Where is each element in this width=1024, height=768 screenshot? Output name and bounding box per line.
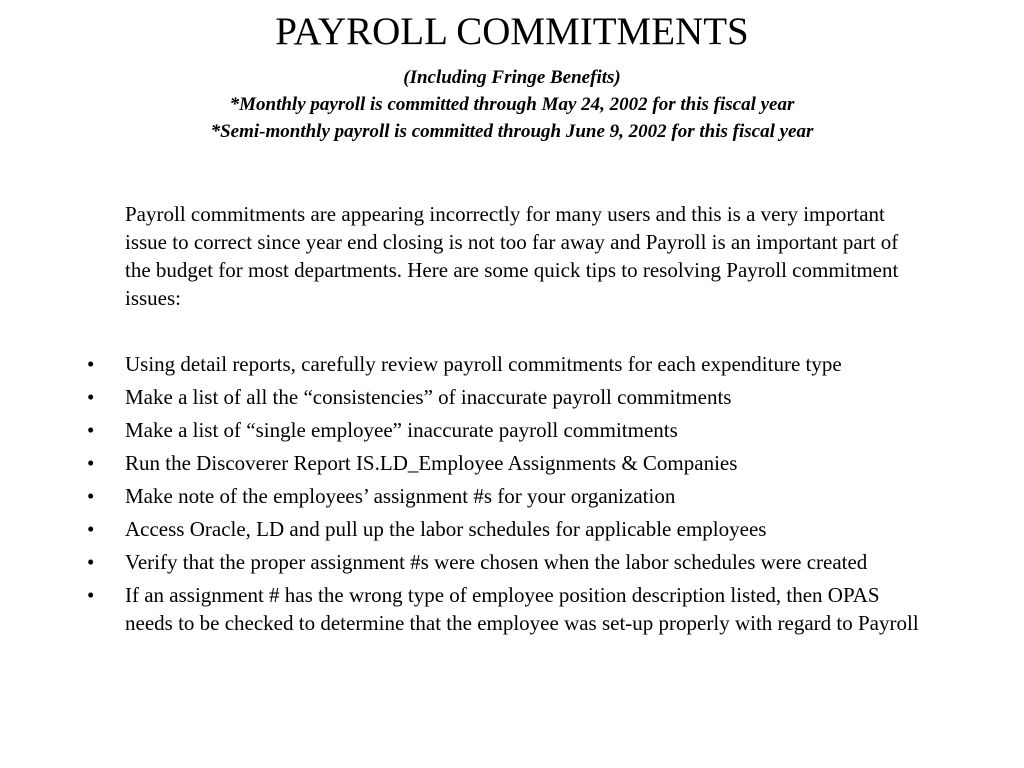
- bullet-icon: •: [87, 385, 95, 409]
- subtitle-monthly-payroll-note: *Monthly payroll is committed through May 24, 2002 for this fiscal year: [229, 94, 795, 115]
- bullet-text: Access Oracle, LD and pull up the labor schedules for applicable employees: [125, 517, 767, 541]
- slide-title: PAYROLL COMMITMENTS: [275, 10, 749, 53]
- bullet-text: Make note of the employees’ assignment #s for your organization: [125, 484, 676, 508]
- bullet-icon: •: [87, 517, 95, 541]
- intro-paragraph: Payroll commitments are appearing incorrectly for many users and this is a very important issue to correct since year end closing is not too far away and Payroll is an important part of the budget for most departments. Here are some quick tips to resolving Payroll commitment issues:: [125, 202, 899, 310]
- bullet-icon: •: [87, 451, 95, 475]
- bullet-text: Verify that the proper assignment #s were chosen when the labor schedules were created: [125, 550, 868, 574]
- tips-bullet-list: [0, 350, 1024, 642]
- bullet-item: [0, 482, 925, 510]
- subtitle-block: [0, 64, 1024, 145]
- bullet-item: [0, 515, 925, 543]
- bullet-text: If an assignment # has the wrong type of employee position description listed, then OPAS needs to be checked to determine that the employee was set-up properly with regard to Payroll: [125, 583, 919, 635]
- bullet-icon: •: [87, 418, 95, 442]
- bullet-item: [0, 581, 925, 637]
- bullet-icon: •: [87, 352, 95, 376]
- subtitle-semi-monthly-payroll-note: *Semi-monthly payroll is committed through June 9, 2002 for this fiscal year: [210, 121, 814, 142]
- bullet-text: Make a list of “single employee” inaccurate payroll commitments: [125, 418, 678, 442]
- bullet-text: Run the Discoverer Report IS.LD_Employee Assignments & Companies: [125, 451, 738, 475]
- bullet-text: Using detail reports, carefully review payroll commitments for each expenditure type: [125, 352, 842, 376]
- subtitle-fringe-benefits: (Including Fringe Benefits): [403, 67, 621, 88]
- bullet-item: [0, 548, 925, 576]
- bullet-item: [0, 449, 925, 477]
- bullet-item: [0, 416, 925, 444]
- bullet-icon: •: [87, 583, 95, 607]
- bullet-item: [0, 350, 925, 378]
- bullet-item: [0, 383, 925, 411]
- bullet-text: Make a list of all the “consistencies” of inaccurate payroll commitments: [125, 385, 732, 409]
- bullet-icon: •: [87, 550, 95, 574]
- bullet-icon: •: [87, 484, 95, 508]
